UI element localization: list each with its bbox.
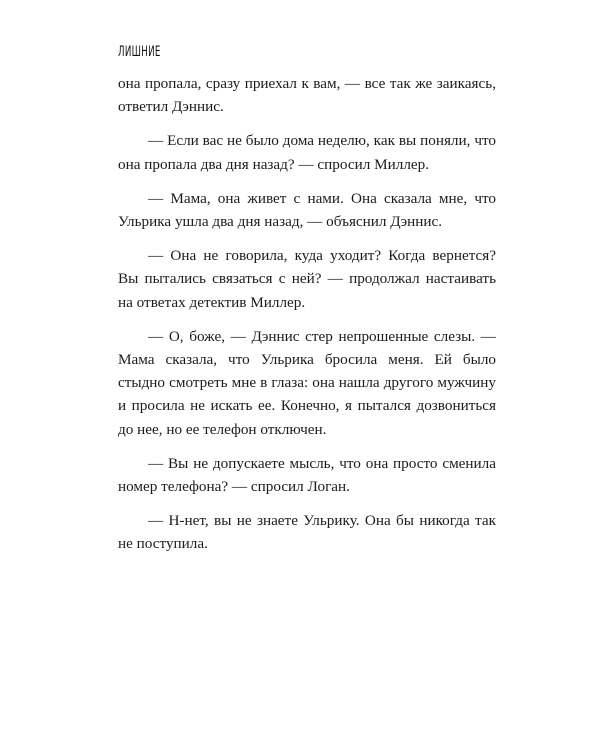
paragraph: — Мама, она живет с нами. Она сказала мне, что Ульрика ушла два дня назад, — объяснил Дэннис. bbox=[118, 189, 496, 231]
body-text bbox=[118, 72, 496, 567]
paragraph: — Она не говорила, куда уходит? Когда вернется? Вы пытались связаться с ней? — продолжал настаивать на ответах детектив Миллер. bbox=[118, 247, 496, 311]
paragraph: — Если вас не было дома неделю, как вы поняли, что она пропала два дня назад? — спросил Миллер. bbox=[118, 132, 496, 173]
paragraph: — Вы не допускаете мысль, что она просто сменила номер телефона? — спросил Логан. bbox=[118, 454, 496, 496]
paragraph-continued: она пропала, сразу приехал к вам, — все так же заикаясь, ответил Дэннис. bbox=[118, 75, 496, 116]
paragraph: — О, боже, — Дэннис стер непрошенные слезы. — Мама сказала, что Ульрика бросила меня. Ей было стыдно смотреть мне в глаза: она нашла другого мужчину и просила не искать ее. Конечно, я пытался дозвониться до нее, но ее телефон отключен. bbox=[118, 327, 496, 438]
running-title: ЛИШНИЕ bbox=[118, 44, 161, 60]
paragraph: — Н-нет, вы не знаете Ульрику. Она бы никогда так не поступила. bbox=[118, 512, 496, 553]
